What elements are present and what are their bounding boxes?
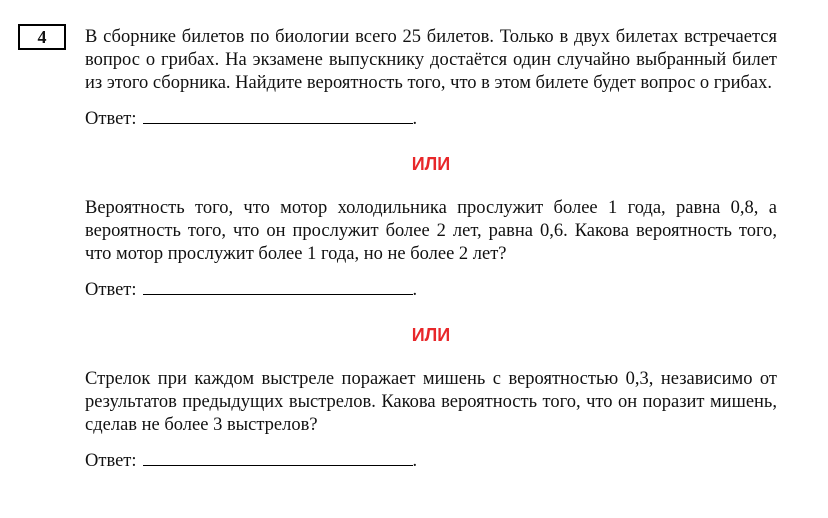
problem-3-text: Стрелок при каждом выстреле поражает мишень с вероятностью 0,3, независимо от результатов предыдущих выстрелов. Какова вероятность того, что он поразит мишень, сделав не более 3 выстрелов? <box>85 369 777 435</box>
answer-blank-1[interactable] <box>143 107 413 124</box>
problem-1-text: В сборнике билетов по биологии всего 25 билетов. Только в двух билетах встречается вопрос о грибах. На экзамене выпускнику достаётся один случайно выбранный билет из этого сборника. Найдите вероятность того, что в этом билете будет вопрос о грибах. <box>85 27 777 93</box>
task-number-box <box>18 24 66 50</box>
problem-1-answer-row: Ответ: . <box>85 109 418 129</box>
answer-label: Ответ: <box>85 451 137 471</box>
task-content <box>85 26 777 473</box>
or-divider-1: ИЛИ <box>411 154 451 174</box>
answer-blank-3[interactable] <box>143 449 413 466</box>
task-number: 4 <box>37 27 47 47</box>
answer-blank-2[interactable] <box>143 278 413 295</box>
problem-2-text: Вероятность того, что мотор холодильника прослужит более 1 года, равна 0,8, а вероятность того, что он прослужит более 2 лет, равна 0,6. Какова вероятность того, что мотор прослужит более 1 года, но не более 2 лет? <box>85 198 777 264</box>
or-divider-2: ИЛИ <box>411 325 451 345</box>
answer-label: Ответ: <box>85 280 137 300</box>
problem-3-answer-row: Ответ: . <box>85 451 418 471</box>
answer-label: Ответ: <box>85 109 137 129</box>
problem-2-answer-row: Ответ: . <box>85 280 418 300</box>
